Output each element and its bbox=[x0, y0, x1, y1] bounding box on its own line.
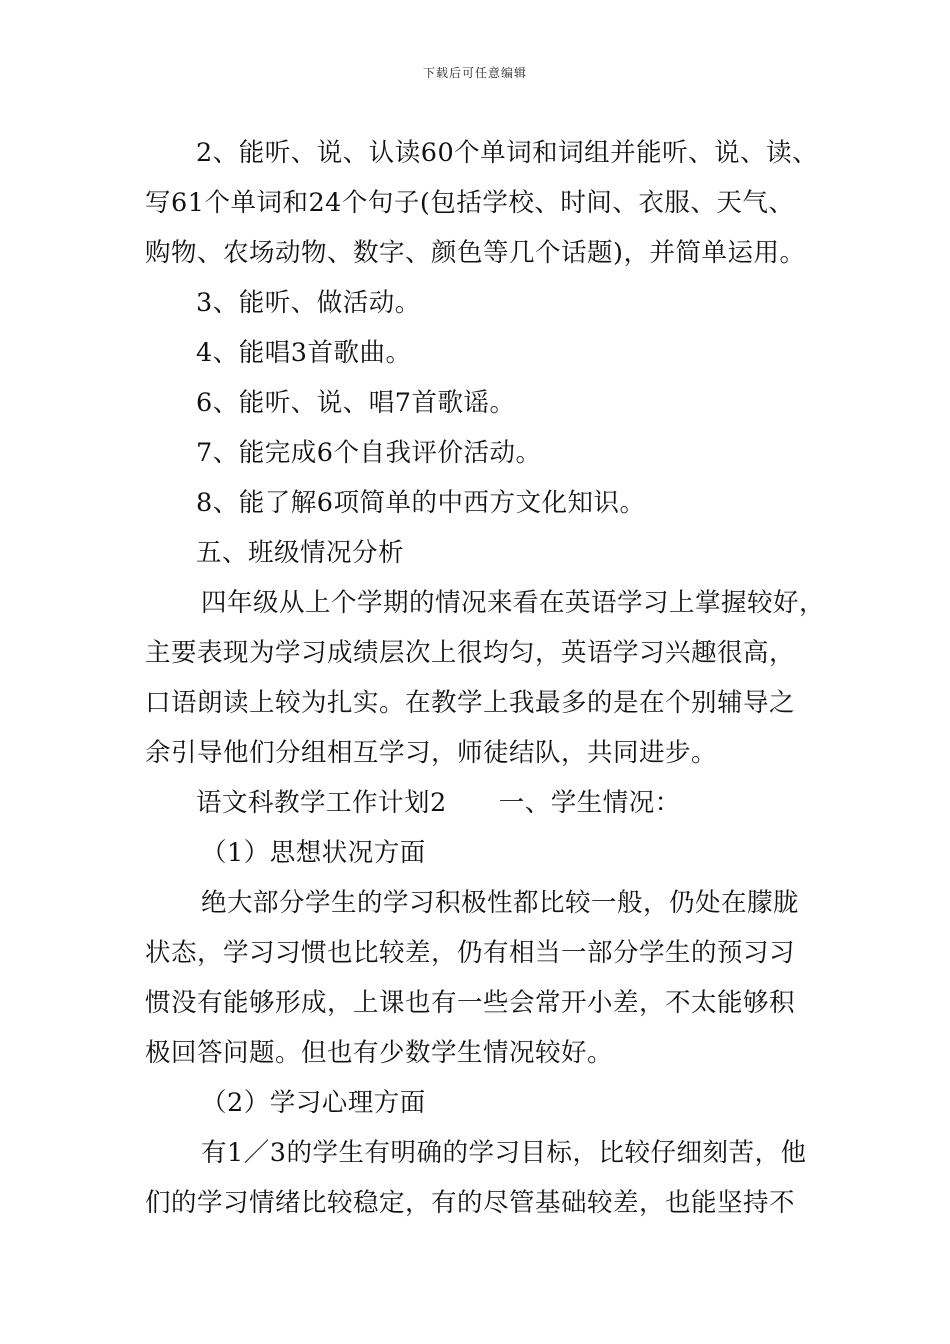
paragraph-line: 8、能了解6项简单的中西方文化知识。 bbox=[196, 488, 646, 518]
section-heading: 五、班级情况分析 bbox=[196, 538, 405, 568]
paragraph-line: 3、能听、做活动。 bbox=[196, 288, 421, 318]
paragraph-line: 6、能听、说、唱7首歌谣。 bbox=[196, 388, 516, 418]
paragraph-line: 绝大部分学生的学习积极性都比较一般，仍处在朦胧 bbox=[201, 888, 800, 918]
paragraph-line: 极回答问题。但也有少数学生情况较好。 bbox=[145, 1038, 614, 1068]
document-body bbox=[145, 128, 825, 1228]
subsection-heading: （1）思想状况方面 bbox=[201, 838, 426, 868]
paragraph-line: 有1／3的学生有明确的学习目标，比较仔细刻苦，他 bbox=[201, 1138, 807, 1168]
paragraph-line: 惯没有能够形成，上课也有一些会常开小差，不太能够积 bbox=[145, 988, 796, 1018]
paragraph-line: 口语朗读上较为扎实。在教学上我最多的是在个别辅导之 bbox=[145, 688, 796, 718]
paragraph-line: 4、能唱3首歌曲。 bbox=[196, 338, 412, 368]
page-header-note: 下载后可任意编辑 bbox=[422, 66, 527, 80]
paragraph-line: 7、能完成6个自我评价活动。 bbox=[196, 438, 542, 468]
paragraph-line: 状态，学习习惯也比较差，仍有相当一部分学生的预习习 bbox=[145, 938, 796, 968]
plan-title-line bbox=[145, 778, 825, 828]
paragraph-line: 余引导他们分组相互学习，师徒结队，共同进步。 bbox=[145, 738, 718, 768]
subsection-heading: （2）学习心理方面 bbox=[201, 1088, 426, 1118]
paragraph-line: 2、能听、说、认读60个单词和词组并能听、说、读、 bbox=[196, 138, 819, 168]
paragraph-line: 主要表现为学习成绩层次上很均匀，英语学习兴趣很高， bbox=[145, 638, 796, 668]
section-heading: 一、学生情况： bbox=[498, 788, 681, 818]
paragraph-line: 购物、农场动物、数字、颜色等几个话题)，并简单运用。 bbox=[145, 238, 806, 268]
plan-title: 语文科教学工作计划2 bbox=[196, 788, 447, 818]
paragraph-line: 写61个单词和24个句子(包括学校、时间、衣服、天气、 bbox=[145, 188, 795, 218]
paragraph-line: 四年级从上个学期的情况来看在英语学习上掌握较好， bbox=[201, 588, 826, 618]
paragraph-line: 们的学习情绪比较稳定，有的尽管基础较差，也能坚持不 bbox=[145, 1188, 796, 1218]
